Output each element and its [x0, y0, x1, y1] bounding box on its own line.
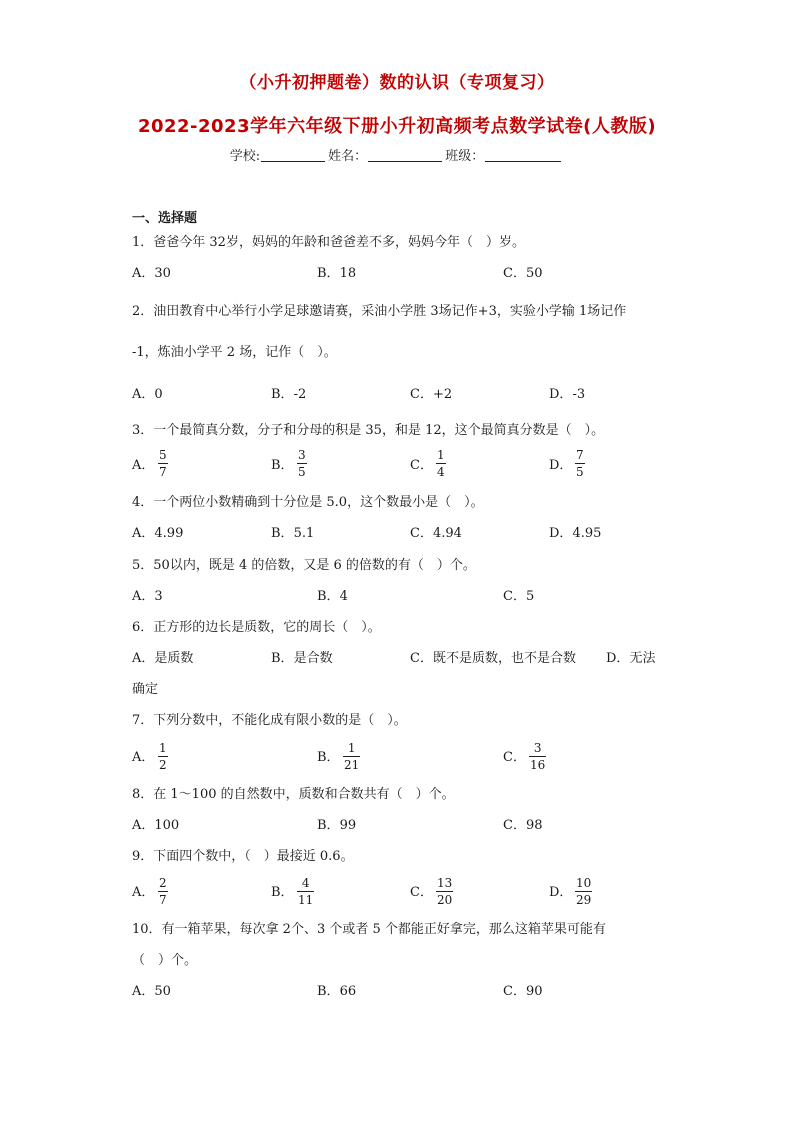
option-c: C．+2	[410, 387, 453, 402]
option-a-letter: A．	[132, 885, 155, 900]
option-d-fraction: 10 29	[576, 876, 592, 907]
option-a: A．4.99	[132, 526, 184, 541]
name-label: 姓名：	[328, 149, 368, 164]
school-blank	[261, 149, 325, 162]
option-a: A．50	[132, 984, 171, 999]
question-stem-continued: （ ）个。	[132, 953, 198, 968]
option-d: D．4.95	[549, 526, 602, 541]
question-stem: 3．一个最简真分数，分子和分母的积是 35，和是 12，这个最简真分数是（ ）。	[132, 423, 605, 438]
option-c-letter: C．	[410, 458, 433, 473]
option-c: C．既不是质数，也不是合数	[410, 651, 576, 666]
option-b-letter: B．	[271, 458, 294, 473]
question-stem: 4．一个两位小数精确到十分位是 5.0，这个数最小是（ ）。	[132, 495, 484, 510]
option-b: B．5.1	[271, 526, 315, 541]
option-d-letter: D．	[549, 885, 573, 900]
option-c-letter: C．	[503, 750, 526, 765]
option-d: D．-3	[549, 387, 586, 402]
option-c-fraction: 3 16	[530, 741, 546, 772]
student-info-line	[0, 145, 794, 164]
option-d-fraction: 7 5	[576, 448, 584, 479]
option-b-fraction: 3 5	[298, 448, 306, 479]
option-d: D．无法	[606, 651, 656, 666]
option-c-fraction: 1 4	[437, 448, 445, 479]
option-c: C．90	[503, 984, 543, 999]
option-b-fraction: 4 11	[298, 876, 314, 907]
question-stem: 7．下列分数中，不能化成有限小数的是（ ）。	[132, 713, 407, 728]
option-a-letter: A．	[132, 458, 155, 473]
option-d-letter: D．	[549, 458, 573, 473]
option-a: A．100	[132, 818, 180, 833]
option-a: A．0	[132, 387, 163, 402]
question-stem: 1．爸爸今年 32岁，妈妈的年龄和爸爸差不多，妈妈今年（ ）岁。	[132, 235, 525, 250]
question-stem: 8．在 1～100 的自然数中，质数和合数共有（ ）个。	[132, 787, 455, 802]
option-b: B．66	[317, 984, 357, 999]
option-b: B．是合数	[271, 651, 333, 666]
section-title: 一、选择题	[132, 211, 198, 226]
option-b: B．18	[317, 266, 357, 281]
question-stem: 2．油田教育中心举行小学足球邀请赛，采油小学胜 3场记作+3，实验小学输 1场记作	[132, 304, 627, 319]
exam-subtitle: 2022-2023学年六年级下册小升初高频考点数学试卷(人教版)	[137, 116, 657, 137]
option-b: B．-2	[271, 387, 307, 402]
option-c: C．5	[503, 589, 535, 604]
option-b-fraction: 1 21	[344, 741, 360, 772]
option-a-letter: A．	[132, 750, 155, 765]
question-stem: 5．50以内，既是 4 的倍数，又是 6 的倍数的有（ ）个。	[132, 558, 476, 573]
option-a: A．3	[132, 589, 163, 604]
question-stem: 10．有一箱苹果，每次拿 2个、3 个或者 5 个都能正好拿完，那么这箱苹果可能有	[132, 922, 606, 937]
option-c: C．4.94	[410, 526, 462, 541]
question-stem: 6．正方形的边长是质数，它的周长（ ）。	[132, 620, 381, 635]
option-a: A．30	[132, 266, 171, 281]
option-c: C．98	[503, 818, 543, 833]
question-stem-continued: -1，炼油小学平 2 场，记作（ ）。	[132, 345, 337, 360]
option-a-fraction: 2 7	[159, 876, 167, 907]
question-stem: 9．下面四个数中，（ ）最接近 0.6。	[132, 849, 354, 864]
option-c-letter: C．	[410, 885, 433, 900]
option-c: C．50	[503, 266, 543, 281]
exam-title: （小升初押题卷）数的认识（专项复习）	[239, 73, 555, 93]
school-label: 学校:	[229, 149, 261, 164]
option-b: B．99	[317, 818, 357, 833]
class-label: 班级：	[445, 149, 485, 164]
option-b-letter: B．	[271, 885, 294, 900]
name-blank	[368, 149, 442, 162]
option-a-fraction: 5 7	[159, 448, 167, 479]
option-a-fraction: 1 2	[159, 741, 167, 772]
option-b-letter: B．	[317, 750, 340, 765]
option-b: B．4	[317, 589, 348, 604]
option-d-continued: 确定	[132, 682, 159, 697]
option-a: A．是质数	[132, 651, 194, 666]
class-blank	[485, 149, 561, 162]
option-c-fraction: 13 20	[437, 876, 453, 907]
